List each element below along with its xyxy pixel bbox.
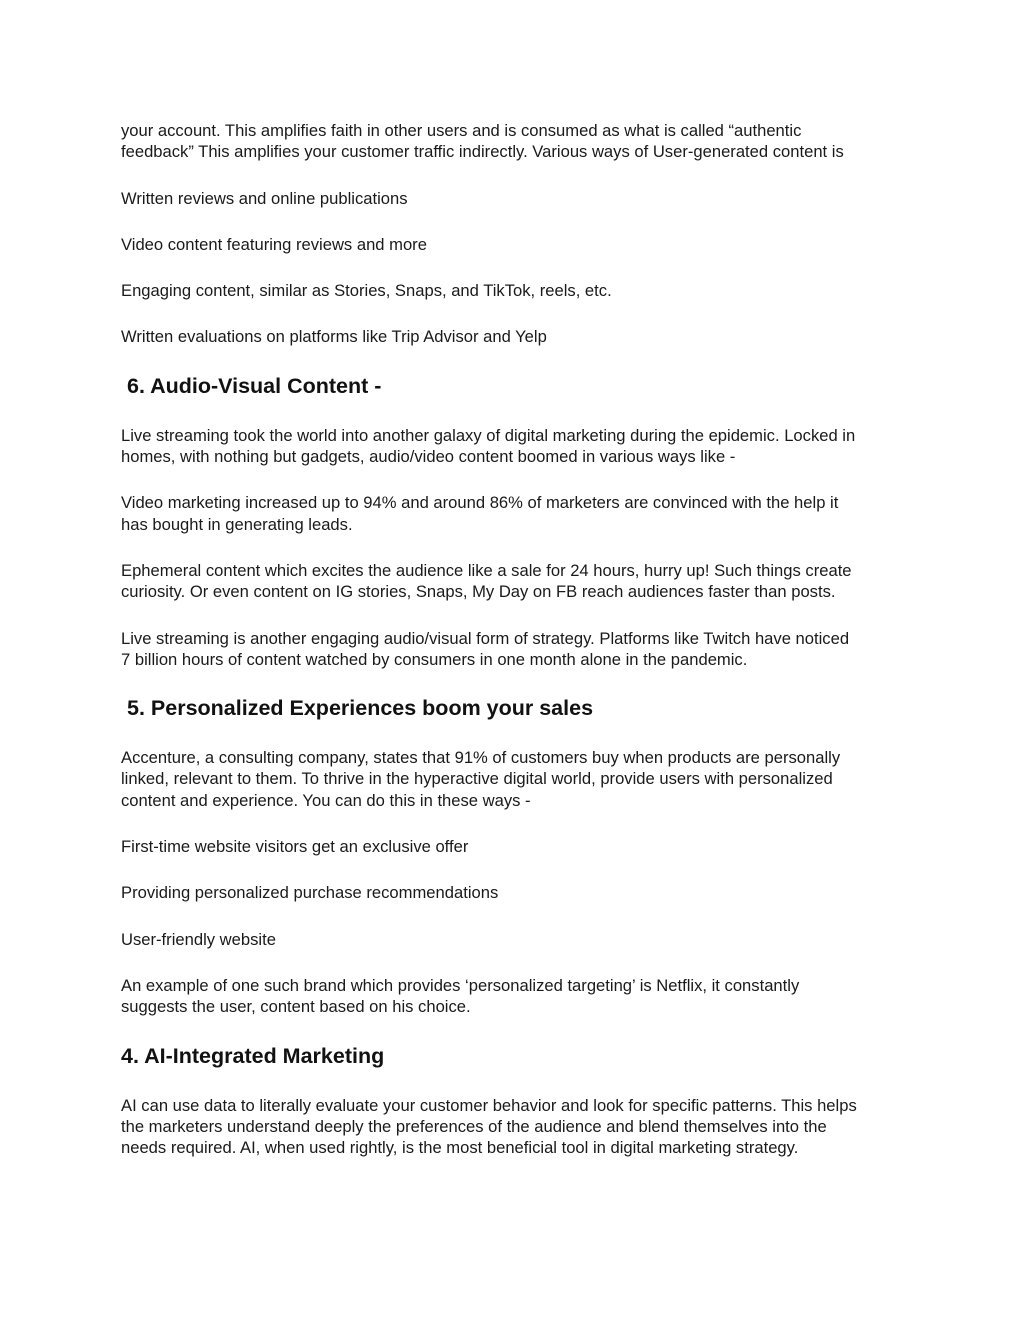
paragraph-line: Video marketing increased up to 94% and around 86% of marketers are convinced with the help it xyxy=(121,493,839,513)
paragraph-line: Accenture, a consulting company, states that 91% of customers buy when products are personally xyxy=(121,748,841,768)
section-6-paragraph-ephemeral xyxy=(121,560,911,603)
section-5-intro-paragraph xyxy=(121,747,911,811)
ugc-item-video-content: Video content featuring reviews and more xyxy=(121,234,427,254)
intro-line: your account. This amplifies faith in other users and is consumed as what is called “authentic xyxy=(121,121,802,140)
section-6-paragraph-live-streaming xyxy=(121,425,911,468)
intro-line: feedback” This amplifies your customer traffic indirectly. Various ways of User-generated content is xyxy=(121,142,844,162)
paragraph-line: Live streaming is another engaging audio/visual form of strategy. Platforms like Twitch have noticed xyxy=(121,628,850,648)
paragraph-line: 7 billion hours of content watched by consumers in one month alone in the pandemic. xyxy=(121,649,748,669)
ugc-item-engaging-content: Engaging content, similar as Stories, Snaps, and TikTok, reels, etc. xyxy=(121,281,612,301)
document-page xyxy=(121,120,911,1158)
paragraph-line: the marketers understand deeply the preferences of the audience and blend themselves into the xyxy=(121,1116,827,1136)
paragraph-line: content and experience. You can do this in these ways - xyxy=(121,790,531,810)
section-5-item-first-time-visitors: First-time website visitors get an exclusive offer xyxy=(121,837,469,857)
paragraph-line: needs required. AI, when used rightly, is the most beneficial tool in digital marketing strategy. xyxy=(121,1138,799,1158)
paragraph-line: AI can use data to literally evaluate your customer behavior and look for specific patterns. This helps xyxy=(121,1095,857,1115)
section-6-paragraph-twitch xyxy=(121,628,911,671)
paragraph-line: curiosity. Or even content on IG stories, Snaps, My Day on FB reach audiences faster than posts. xyxy=(121,582,836,602)
section-5-heading: 5. Personalized Experiences boom your sales xyxy=(127,696,594,721)
section-6-heading: 6. Audio-Visual Content - xyxy=(127,373,382,398)
section-5-item-user-friendly: User-friendly website xyxy=(121,929,276,949)
paragraph-line: Ephemeral content which excites the audience like a sale for 24 hours, hurry up! Such things create xyxy=(121,560,852,580)
intro-paragraph xyxy=(121,120,911,163)
section-5-item-recommendations: Providing personalized purchase recommendations xyxy=(121,883,499,903)
ugc-item-written-reviews: Written reviews and online publications xyxy=(121,188,408,208)
paragraph-line: linked, relevant to them. To thrive in the hyperactive digital world, provide users with personalized xyxy=(121,769,833,789)
section-6-paragraph-video-marketing xyxy=(121,492,911,535)
paragraph-line: homes, with nothing but gadgets, audio/video content boomed in various ways like - xyxy=(121,447,736,467)
paragraph-line: has bought in generating leads. xyxy=(121,514,353,534)
section-4-heading: 4. AI-Integrated Marketing xyxy=(121,1043,385,1068)
paragraph-line: suggests the user, content based on his choice. xyxy=(121,997,471,1017)
section-4-paragraph xyxy=(121,1095,911,1159)
section-5-example-paragraph xyxy=(121,975,911,1018)
paragraph-line: An example of one such brand which provides ‘personalized targeting’ is Netflix, it constantly xyxy=(121,975,800,995)
ugc-item-written-evaluations: Written evaluations on platforms like Trip Advisor and Yelp xyxy=(121,327,547,347)
paragraph-line: Live streaming took the world into another galaxy of digital marketing during the epidemic. Locked in xyxy=(121,425,856,445)
